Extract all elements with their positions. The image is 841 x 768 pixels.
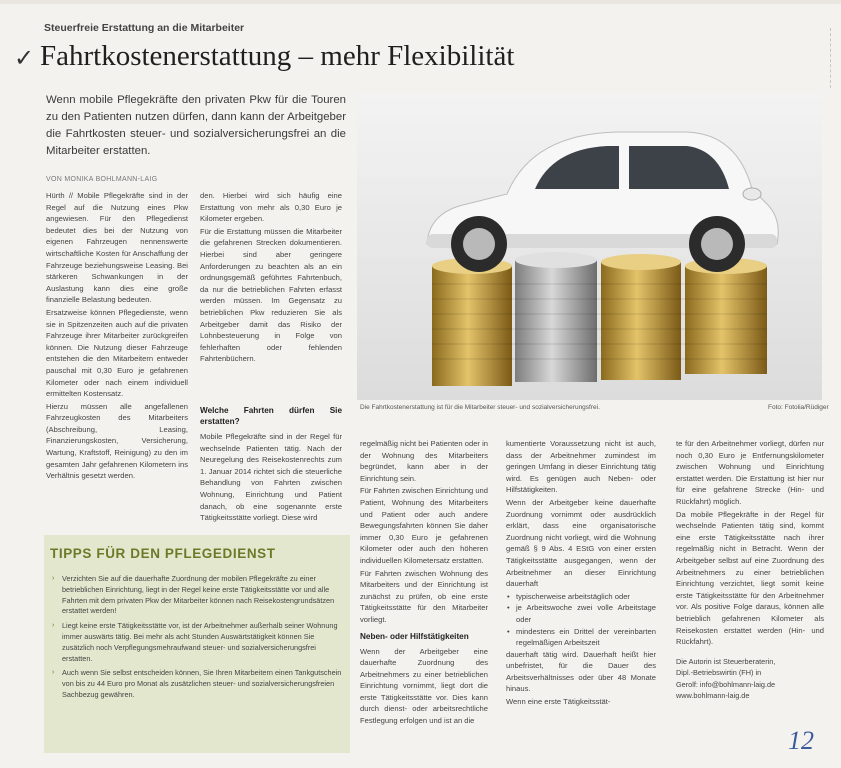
article-column-4 — [506, 438, 656, 709]
list-item: • typischerweise arbeitstäglich oder — [507, 591, 630, 601]
tip-item: › Auch wenn Sie selbst entscheiden können, Sie Ihren Mitarbeitern einen Tankgutschein von bis zu 44 Euro pro Monat als zusätzlichen steuer- und sozialversicherungsfreien Sachbezug gewähren. — [52, 668, 342, 699]
paragraph: Für die Erstattung müssen die Mitarbeiter die gefahrenen Strecken dokumentieren. Hierbei sind aber geringere Anforderungen zu beachten als an ein ordnungsgemäß geführtes Fahrtenbuch, da nur die betrieblichen Fahrten erfasst werden müssen. Im Gegensatz zu betrieblichen Pkw reduzieren Sie als Arbeitgeber damit das Risiko der Lohnbesteuerung in Folge von fehlerhaften oder fehlenden Fahrtenbüchern. — [200, 226, 342, 364]
photo-credit: Foto: Fotolia/Rüdiger — [768, 404, 829, 411]
article-column-1 — [46, 190, 188, 483]
coin-stack — [601, 254, 681, 380]
paragraph: dauerhaft tätig wird. Dauerhaft heißt hier unbefristet, für die Dauer des Arbeitsverhältnisses oder über 48 Monate hinaus. — [506, 649, 656, 694]
article-column-2 — [200, 190, 342, 366]
paragraph: Wenn der Arbeitgeber keine dauerhafte Zuordnung vornimmt oder ausdrücklich erklärt, dass eine organisatorische Zuordnung nicht vorliegt, wird die Wohnung gemäß § 9 Abs. 4 EStG von einer ersten Tätigkeitsstätte ausgegangen, wenn der Arbeitnehmer an dieser Einrichtung dauerhaft — [506, 497, 656, 589]
paragraph: Für Fahrten zwischen Einrichtung und Patient, Wohnung des Mitarbeiters und Patient oder auch andere Bewegungsfahrten können Sie daher immer 0,30 Euro je gefahrenen Kilometer oder auch den höheren individuellen Kilometersatz erstatten. — [360, 486, 488, 565]
article-column-5 — [676, 438, 824, 702]
headline: Fahrtkostenerstattung – mehr Flexibilität — [40, 40, 515, 72]
paragraph: Hürth // Mobile Pflegekräfte sind in der Regel auf die Nutzung eines Pkw angewiesen. Für den Pflegedienst bedeutet dies bei der Nutzung von eigenen Fahrzeugen nennenswerte wirtschaftliche Kosten für Anschaffung der Fahrzeuge beziehungsweise Leasing. Bei stärkeren Schwankungen in der Auslastung kann dies eine große finanzielle Belastung bedeuten. — [46, 191, 188, 305]
subheading: Welche Fahrten dürfen Sie erstatten? — [200, 406, 342, 426]
arrow-icon: › — [52, 575, 55, 582]
paragraph: Mobile Pflegekräfte sind in der Regel für wechselnde Patienten tätig. Nach der Neuregelung des Reisekostenrechts zum 1. Januar 2014 richtet sich die steuerliche Behandlung von Fahrten zwischen Wohnung, Einrichtung und Patient danach, ob eine sogenannte erste Tätigkeitsstätte vorliegt. Diese wird — [200, 432, 342, 523]
arrow-icon: › — [52, 669, 55, 677]
list-item: • mindestens ein Drittel der vereinbarten regelmäßigen Arbeitszeit — [507, 626, 656, 648]
subheading: Neben- oder Hilfstätigkeiten — [360, 631, 469, 641]
article-column-2-lower — [200, 400, 342, 525]
article-photo — [357, 94, 822, 400]
paragraph: regelmäßig nicht bei Patienten oder in der Wohnung des Mitarbeiters begründet, kann aber in der Einrichtung sein. — [360, 439, 488, 483]
list-item: • je Arbeitswoche zwei volle Arbeitstage oder — [507, 603, 656, 624]
car-on-coins-illustration — [357, 94, 822, 400]
coin-stack — [685, 258, 767, 374]
bullet-list — [506, 591, 656, 649]
tip-item: › Verzichten Sie auf die dauerhafte Zuordnung der mobilen Pflegekräfte zu einer betrieblichen Einrichtung, liegt in der Regel keine erste Tätigkeitsstätte vor und alle Fahrten mit dem privaten Pkw der Mitarbeiter können nach Reisekostengrundsätzen erstattet werden! — [52, 574, 335, 616]
paragraph: Wenn eine erste Tätigkeitsstät- — [506, 697, 611, 707]
paragraph: Ersatzweise können Pflegedienste, wenn sie in Spitzenzeiten auch auf die privaten Fahrzeuge ihrer Mitarbeiter zurückgreifen können. Die Nutzung dieser Fahrzeuge entstehen die den Mitarbeitern entweder pauschal mit 0,30 Euro je gefahrenen Kilometer oder nach einem individuell ermittelten Kostensatz. — [46, 307, 188, 399]
tip-item: › Liegt keine erste Tätigkeitsstätte vor, ist der Arbeitnehmer außerhalb seiner Wohnung immer auswärts tätig. Bei mehr als acht Stunden Auswärtstätigkeit können Sie zusätzlich noch Verpflegungsmehraufwand steuer- und sozialversicherungsfrei erstatten. — [52, 621, 338, 663]
page-edge-marks — [800, 28, 831, 88]
paragraph: Wenn der Arbeitgeber eine dauerhafte Zuordnung des Arbeitnehmers zu einer betrieblichen Einrichtung vornimmt, liegt dort die erste Tätigkeitsstätte vor. Dies kann durch dienst- oder arbeitsrechtliche Festlegung erfolgen und ist an die — [360, 646, 488, 726]
arrow-icon: › — [52, 622, 55, 630]
author-line: Gerolf: info@bohlmann-laig.de — [676, 679, 776, 689]
paragraph: Für Fahrten zwischen Wohnung des Mitarbeiters und der Einrichtung ist zunächst zu prüfen, ob eine erste Tätigkeitsstätte für den Mitarbeiter vorliegt. — [360, 568, 488, 624]
tips-title: TIPPS FÜR DEN PFLEGEDIENST — [50, 546, 276, 561]
author-line: www.bohlmann-laig.de — [676, 691, 750, 701]
paragraph: Da mobile Pflegekräfte in der Regel für wechselnde Patienten tätig sind, kommt eine erste Tätigkeitsstätte nach ihrer regelmäßig nicht in Betracht. Wenn der Arbeitgeber selbst auf eine Zuordnung des Arbeitnehmers zu einer betrieblichen Einrichtung verzichtet, liegt somit keine erste Tätigkeitsstätte für den Arbeitnehmer vor. Als positive Folge daraus, können alle betrieblich gefahrenen Kilometer als Reisekosten erstattet werden (Hin- und Rückfahrt). — [676, 509, 824, 647]
author-line: Dipl.-Betriebswirtin (FH) in — [676, 668, 762, 678]
author-info — [676, 656, 824, 702]
top-edge — [0, 0, 841, 4]
byline: VON MONIKA BOHLMANN-LAIG — [46, 176, 158, 183]
kicker: Steuerfreie Erstattung an die Mitarbeiter — [44, 22, 245, 34]
article-column-3 — [360, 438, 488, 728]
coin-stack — [432, 258, 512, 386]
tips-list — [52, 574, 342, 705]
page-number: 12 — [788, 726, 814, 755]
photo-caption: Die Fahrtkostenerstattung ist für die Mitarbeiter steuer- und sozialversicherungsfrei. — [360, 404, 600, 411]
paragraph: den. Hierbei wird sich häufig eine Erstattung von mehr als 0,30 Euro je Kilometer ergeben. — [200, 191, 342, 224]
paragraph: te für den Arbeitnehmer vorliegt, dürfen nur noch 0,30 Euro je Entfernungskilometer zwischen Wohnung und Einrichtung erstattet werden. Die Erstattung ist hier nur für eine gefahrene Strecke (Hin- und Rückfahrt) möglich. — [676, 439, 824, 506]
paragraph: Hierzu müssen alle angefallenen Fahrzeugkosten des Mitarbeiters (Abschreibung, Leasing, Finanzierungskosten, Versicherung, Wartung, Kraftstoff, Reinigung) zu den im gesamten Jahr gefahrenen Kilometern ins Verhältnis gesetzt werden. — [46, 401, 188, 481]
checkmark-icon: ✓ — [14, 45, 35, 72]
coin-stack — [515, 252, 597, 382]
author-line: Die Autorin ist Steuerberaterin, — [676, 656, 776, 666]
lead-paragraph: Wenn mobile Pflegekräfte den privaten Pkw für die Touren zu den Patienten nutzen dürfen, dann kann der Arbeitgeber die Fahrtkosten steuer- und sozialversicherungsfrei an die Mitarbeiter erstatten. — [46, 94, 346, 157]
paragraph: kumentierte Voraussetzung nicht ist auch, dass der Arbeitnehmer zumindest im geringen Umfang in dieser Einrichtung tätig wird. Es genügen auch Neben- oder Hilfstätigkeiten. — [506, 439, 656, 495]
